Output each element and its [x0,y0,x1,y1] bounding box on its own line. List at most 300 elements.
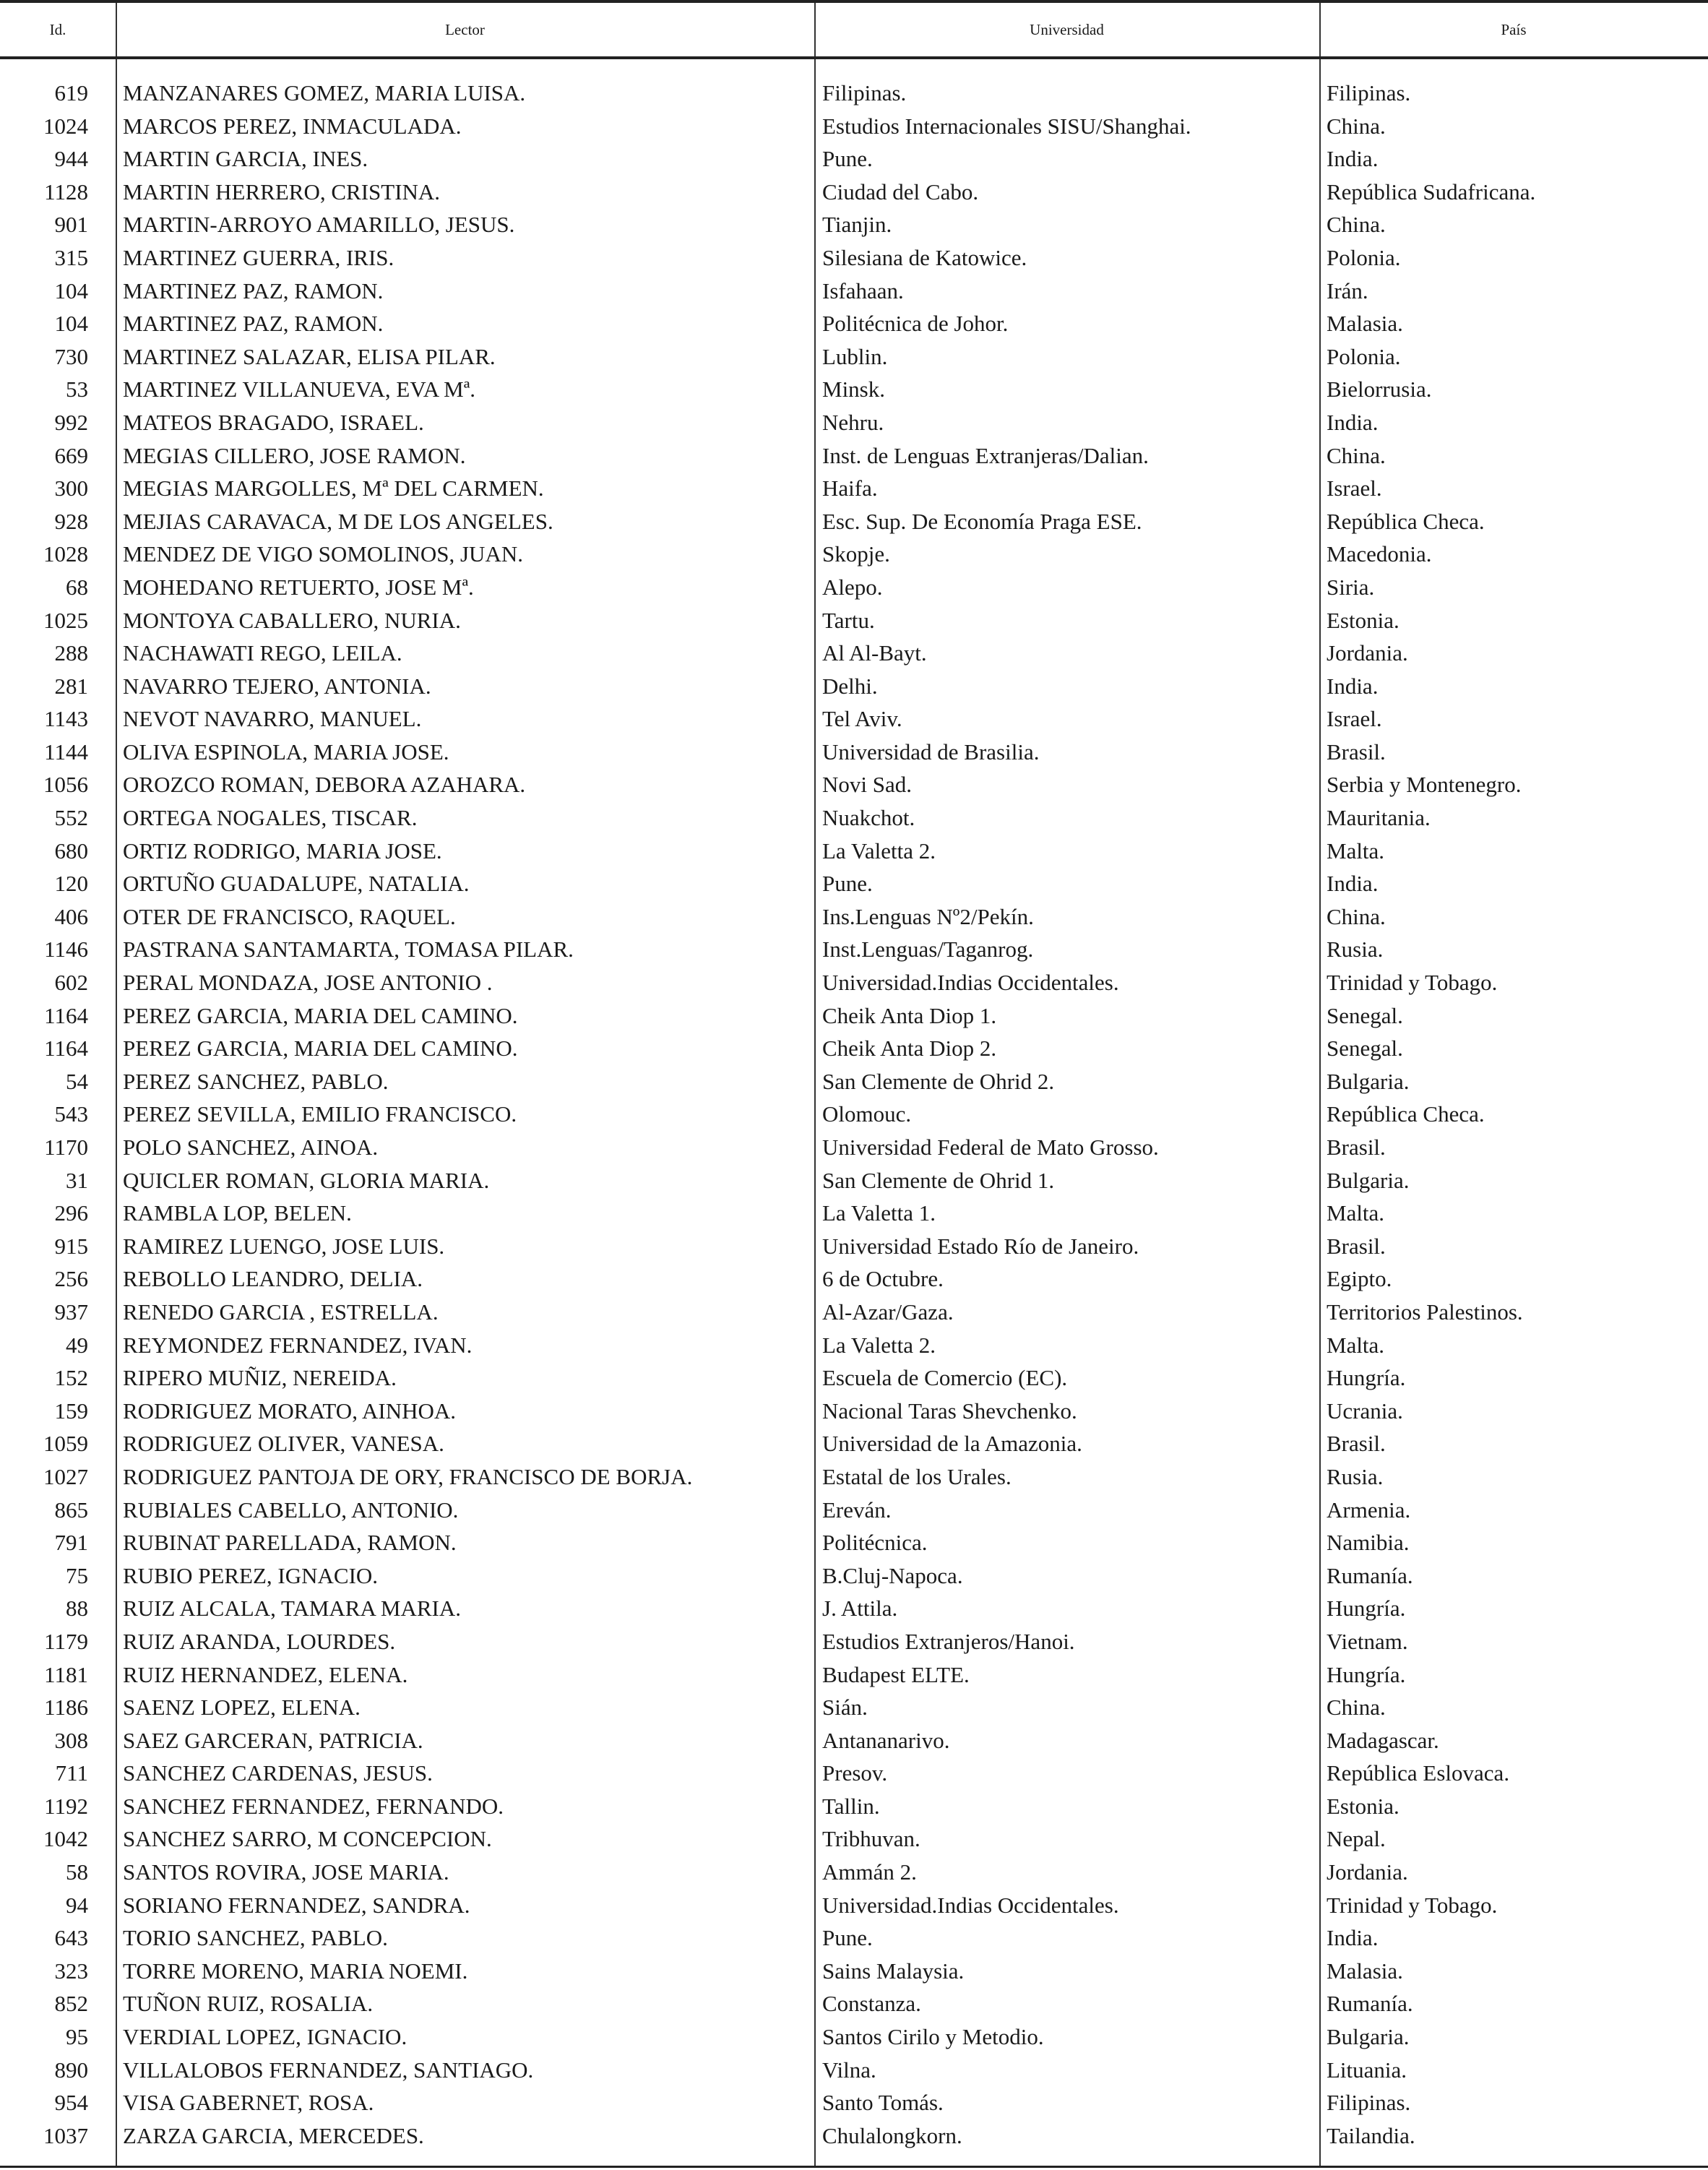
header-id: Id. [49,21,66,38]
table-row [0,1822,1708,1856]
cell-id: 730 [54,343,88,369]
cell-lector: SORIANO FERNANDEZ, SANDRA. [123,1892,470,1918]
table-row [0,142,1708,176]
table-row [0,176,1708,209]
cell-pais: India. [1327,146,1379,172]
cell-lector: MANZANARES GOMEZ, MARIA LUISA. [123,80,526,106]
table-row [0,966,1708,999]
cell-pais: China. [1327,442,1386,468]
cell-id: 152 [54,1365,88,1391]
cell-pais: República Checa. [1327,508,1485,534]
cell-id: 94 [66,1892,88,1918]
cell-lector: MARTIN-ARROYO AMARILLO, JESUS. [123,212,515,238]
cell-pais: Vietnam. [1327,1628,1408,1654]
cell-id: 552 [54,805,88,831]
cell-id: 58 [66,1859,88,1885]
cell-lector: TORRE MORENO, MARIA NOEMI. [123,1958,468,1984]
table-row [0,472,1708,505]
cell-universidad: Olomouc. [822,1101,912,1127]
cell-pais: Brasil. [1327,1431,1386,1457]
cell-lector: SAENZ LOPEZ, ELENA. [123,1695,361,1721]
table-row [0,571,1708,604]
cell-universidad: Silesiana de Katowice. [822,244,1027,270]
cell-universidad: Tianjin. [822,212,892,238]
cell-lector: PEREZ SEVILLA, EMILIO FRANCISCO. [123,1101,517,1127]
table-row [0,1262,1708,1296]
cell-universidad: Universidad Estado Río de Janeiro. [822,1233,1139,1259]
table-row [0,1197,1708,1230]
table-row [0,406,1708,439]
cell-lector: RENEDO GARCIA , ESTRELLA. [123,1299,439,1325]
cell-lector: PEREZ GARCIA, MARIA DEL CAMINO. [123,1036,518,1062]
cell-lector: SANCHEZ SARRO, M CONCEPCION. [123,1826,492,1852]
table-row [0,1559,1708,1593]
cell-universidad: La Valetta 2. [822,838,936,864]
table-row [0,801,1708,835]
cell-id: 95 [66,2024,88,2050]
cell-id: 890 [54,2057,88,2083]
cell-pais: Brasil. [1327,1233,1386,1259]
table-row [0,208,1708,241]
table-row [0,1987,1708,2020]
cell-id: 31 [66,1167,88,1193]
cell-universidad: Delhi. [822,673,878,699]
header-pais: País [1501,21,1527,38]
cell-id: 602 [54,970,88,996]
table-body [0,77,1708,2152]
cell-lector: MONTOYA CABALLERO, NURIA. [123,607,461,633]
table-row [0,275,1708,308]
cell-universidad: Pune. [822,871,873,897]
cell-id: 944 [54,146,88,172]
table-row [0,835,1708,868]
table-header [0,3,1708,59]
table-row [0,110,1708,143]
cell-universidad: Pune. [822,1925,873,1951]
cell-universidad: Skopje. [822,541,890,567]
cell-pais: India. [1327,871,1379,897]
cell-id: 619 [54,80,88,106]
table-row [0,1296,1708,1329]
cell-id: 901 [54,212,88,238]
cell-id: 1164 [44,1036,88,1062]
cell-pais: Jordania. [1327,1859,1408,1885]
table-row [0,1460,1708,1494]
cell-lector: TORIO SANCHEZ, PABLO. [123,1925,388,1951]
table-row [0,604,1708,637]
cell-universidad: Escuela de Comercio (EC). [822,1365,1068,1391]
table-row [0,1526,1708,1559]
cell-universidad: Alepo. [822,574,883,600]
cell-pais: Rumanía. [1327,1991,1413,2017]
cell-universidad: La Valetta 2. [822,1332,936,1358]
cell-universidad: Sián. [822,1695,868,1721]
cell-id: 1144 [44,739,88,765]
cell-pais: Armenia. [1327,1497,1411,1523]
cell-id: 543 [54,1101,88,1127]
cell-pais: Malasia. [1327,311,1403,337]
cell-id: 1037 [43,2122,88,2148]
cell-pais: Malta. [1327,1332,1385,1358]
table-row [0,538,1708,571]
cell-lector: OROZCO ROMAN, DEBORA AZAHARA. [123,772,526,798]
table-row [0,736,1708,769]
cell-universidad: Filipinas. [822,80,907,106]
table-row [0,307,1708,340]
cell-universidad: Tribhuvan. [822,1826,920,1852]
cell-lector: MATEOS BRAGADO, ISRAEL. [123,409,424,435]
cell-universidad: Cheik Anta Diop 2. [822,1036,997,1062]
cell-lector: OLIVA ESPINOLA, MARIA JOSE. [123,739,449,765]
cell-lector: MARTIN GARCIA, INES. [123,146,368,172]
cell-lector: QUICLER ROMAN, GLORIA MARIA. [123,1167,490,1193]
cell-id: 1128 [44,178,88,204]
cell-universidad: Universidad.Indias Occidentales. [822,970,1119,996]
cell-id: 791 [54,1530,88,1556]
cell-lector: ZARZA GARCIA, MERCEDES. [123,2122,424,2148]
table-row [0,702,1708,736]
cell-id: 1186 [44,1695,88,1721]
cell-id: 104 [54,311,88,337]
cell-universidad: Presov. [822,1760,888,1786]
cell-lector: MOHEDANO RETUERTO, JOSE Mª. [123,574,474,600]
cell-id: 643 [54,1925,88,1951]
cell-id: 406 [54,903,88,929]
cell-id: 1181 [44,1661,88,1687]
cell-universidad: Haifa. [822,475,878,501]
table-row [0,1032,1708,1065]
table-row [0,1164,1708,1197]
cell-pais: Mauritania. [1327,805,1431,831]
cell-lector: MARTINEZ VILLANUEVA, EVA Mª. [123,376,476,402]
table-row [0,768,1708,801]
cell-pais: Brasil. [1327,1134,1386,1160]
cell-id: 281 [54,673,88,699]
cell-lector: MARTINEZ SALAZAR, ELISA PILAR. [123,343,496,369]
cell-lector: VERDIAL LOPEZ, IGNACIO. [123,2024,407,2050]
cell-lector: RUIZ ARANDA, LOURDES. [123,1628,396,1654]
cell-lector: ORTEGA NOGALES, TISCAR. [123,805,418,831]
cell-pais: Serbia y Montenegro. [1327,772,1522,798]
cell-id: 288 [54,640,88,666]
cell-pais: Madagascar. [1327,1727,1439,1753]
header-universidad: Universidad [1030,21,1104,38]
table-row [0,1921,1708,1955]
cell-pais: Malasia. [1327,1958,1403,1984]
cell-lector: MEJIAS CARAVACA, M DE LOS ANGELES. [123,508,553,534]
table-row [0,1724,1708,1757]
cell-pais: Rumanía. [1327,1562,1413,1588]
cell-lector: RODRIGUEZ MORATO, AINHOA. [123,1398,456,1424]
table-row [0,1427,1708,1460]
table-row [0,1889,1708,1922]
cell-id: 937 [54,1299,88,1325]
table-row [0,1494,1708,1527]
table-row [0,439,1708,473]
table-row [0,1658,1708,1692]
cell-universidad: Politécnica. [822,1530,928,1556]
table-row [0,1329,1708,1362]
cell-pais: Bulgaria. [1327,1068,1410,1094]
cell-pais: Polonia. [1327,244,1401,270]
cell-id: 928 [54,508,88,534]
cell-universidad: Constanza. [822,1991,921,2017]
cell-id: 1179 [44,1628,88,1654]
cell-universidad: Pune. [822,146,873,172]
cell-id: 315 [54,244,88,270]
cell-pais: India. [1327,673,1379,699]
table-row [0,1691,1708,1724]
cell-lector: PEREZ SANCHEZ, PABLO. [123,1068,389,1094]
cell-lector: PEREZ GARCIA, MARIA DEL CAMINO. [123,1002,518,1028]
cell-pais: Estonia. [1327,1793,1399,1819]
cell-pais: Irán. [1327,277,1368,303]
cell-universidad: Nuakchot. [822,805,915,831]
cell-universidad: Vilna. [822,2057,876,2083]
cell-pais: Filipinas. [1327,80,1411,106]
table-row [0,1856,1708,1889]
cell-id: 49 [66,1332,88,1358]
table-row [0,505,1708,538]
cell-lector: MARTINEZ PAZ, RAMON. [123,277,384,303]
cell-universidad: Nehru. [822,409,884,435]
cell-pais: República Checa. [1327,1101,1485,1127]
cell-lector: RAMBLA LOP, BELEN. [123,1200,352,1226]
cell-lector: SANTOS ROVIRA, JOSE MARIA. [123,1859,449,1885]
table-row [0,1955,1708,1988]
cell-lector: MEGIAS CILLERO, JOSE RAMON. [123,442,466,468]
cell-id: 852 [54,1991,88,2017]
cell-lector: VILLALOBOS FERNANDEZ, SANTIAGO. [123,2057,534,2083]
cell-id: 1042 [43,1826,88,1852]
cell-lector: MENDEZ DE VIGO SOMOLINOS, JUAN. [123,541,523,567]
cell-lector: MARTIN HERRERO, CRISTINA. [123,178,441,204]
cell-pais: Israel. [1327,475,1382,501]
cell-lector: REBOLLO LEANDRO, DELIA. [123,1266,423,1292]
cell-lector: RUIZ HERNANDEZ, ELENA. [123,1661,408,1687]
cell-lector: POLO SANCHEZ, AINOA. [123,1134,379,1160]
cell-universidad: Universidad Federal de Mato Grosso. [822,1134,1159,1160]
cell-lector: ORTIZ RODRIGO, MARIA JOSE. [123,838,442,864]
cell-pais: Bulgaria. [1327,2024,1410,2050]
cell-pais: Siria. [1327,574,1375,600]
cell-lector: NACHAWATI REGO, LEILA. [123,640,402,666]
cell-lector: SAEZ GARCERAN, PATRICIA. [123,1727,423,1753]
cell-pais: Namibia. [1327,1530,1410,1556]
cell-id: 1059 [43,1431,88,1457]
table-row [0,2054,1708,2087]
cell-universidad: Chulalongkorn. [822,2122,962,2148]
table-row [0,637,1708,670]
cell-pais: Tailandia. [1327,2122,1415,2148]
cell-pais: China. [1327,113,1386,139]
table-row [0,340,1708,374]
table-row [0,1395,1708,1428]
cell-id: 1146 [44,937,88,963]
cell-universidad: Ciudad del Cabo. [822,178,979,204]
cell-pais: China. [1327,212,1386,238]
cell-id: 865 [54,1497,88,1523]
cell-lector: OTER DE FRANCISCO, RAQUEL. [123,903,456,929]
cell-id: 104 [54,277,88,303]
table-row [0,1065,1708,1098]
cell-pais: República Sudafricana. [1327,178,1536,204]
cell-id: 256 [54,1266,88,1292]
cell-lector: MARTINEZ GUERRA, IRIS. [123,244,394,270]
cell-lector: REYMONDEZ FERNANDEZ, IVAN. [123,1332,473,1358]
cell-lector: MARTINEZ PAZ, RAMON. [123,311,384,337]
cell-pais: Senegal. [1327,1002,1403,1028]
cell-universidad: San Clemente de Ohrid 1. [822,1167,1055,1193]
cell-id: 954 [54,2090,88,2116]
cell-universidad: Budapest ELTE. [822,1661,970,1687]
cell-id: 75 [66,1562,88,1588]
cell-id: 120 [54,871,88,897]
cell-universidad: Universidad de Brasilia. [822,739,1040,765]
cell-universidad: Estudios Extranjeros/Hanoi. [822,1628,1075,1654]
table-row [0,77,1708,110]
cell-id: 1024 [43,113,88,139]
cell-id: 54 [66,1068,88,1094]
cell-universidad: Santos Cirilo y Metodio. [822,2024,1044,2050]
cell-lector: VISA GABERNET, ROSA. [123,2090,374,2116]
cell-id: 53 [66,376,88,402]
cell-id: 308 [54,1727,88,1753]
cell-lector: PERAL MONDAZA, JOSE ANTONIO . [123,970,493,996]
cell-universidad: Al-Azar/Gaza. [822,1299,954,1325]
cell-universidad: Estatal de los Urales. [822,1463,1012,1489]
cell-pais: Estonia. [1327,607,1399,633]
cell-pais: Israel. [1327,706,1382,732]
cell-pais: Hungría. [1327,1661,1406,1687]
table-row [0,1230,1708,1263]
cell-pais: Malta. [1327,838,1385,864]
cell-id: 1027 [43,1463,88,1489]
table-row [0,933,1708,966]
cell-universidad: Tel Aviv. [822,706,902,732]
cell-lector: NAVARRO TEJERO, ANTONIA. [123,673,431,699]
cell-pais: China. [1327,1695,1386,1721]
cell-pais: Lituania. [1327,2057,1407,2083]
table-row [0,1757,1708,1790]
cell-pais: Egipto. [1327,1266,1392,1292]
cell-pais: Trinidad y Tobago. [1327,970,1498,996]
cell-pais: Territorios Palestinos. [1327,1299,1523,1325]
cell-pais: India. [1327,409,1379,435]
cell-universidad: Antananarivo. [822,1727,950,1753]
cell-lector: RUIZ ALCALA, TAMARA MARIA. [123,1596,461,1622]
table-row [0,1592,1708,1625]
table-row [0,1361,1708,1395]
cell-lector: ORTUÑO GUADALUPE, NATALIA. [123,871,470,897]
cell-id: 1170 [44,1134,88,1160]
cell-pais: Hungría. [1327,1596,1406,1622]
cell-universidad: Santo Tomás. [822,2090,944,2116]
cell-lector: RUBINAT PARELLADA, RAMON. [123,1530,457,1556]
cell-pais: Nepal. [1327,1826,1386,1852]
cell-id: 1192 [44,1793,88,1819]
cell-pais: India. [1327,1925,1379,1951]
cell-universidad: J. Attila. [822,1596,898,1622]
cell-universidad: Tartu. [822,607,875,633]
cell-id: 68 [66,574,88,600]
cell-pais: Bulgaria. [1327,1167,1410,1193]
cell-id: 711 [55,1760,88,1786]
cell-id: 88 [66,1596,88,1622]
table-row [0,670,1708,703]
cell-lector: MEGIAS MARGOLLES, Mª DEL CARMEN. [123,475,544,501]
cell-lector: PASTRANA SANTAMARTA, TOMASA PILAR. [123,937,574,963]
table-row [0,900,1708,934]
cell-universidad: San Clemente de Ohrid 2. [822,1068,1055,1094]
cell-lector: RODRIGUEZ OLIVER, VANESA. [123,1431,444,1457]
cell-pais: China. [1327,903,1386,929]
cell-pais: Filipinas. [1327,2090,1411,2116]
cell-lector: RUBIO PEREZ, IGNACIO. [123,1562,379,1588]
cell-universidad: Inst. de Lenguas Extranjeras/Dalian. [822,442,1149,468]
cell-universidad: Estudios Internacionales SISU/Shanghai. [822,113,1191,139]
cell-pais: Trinidad y Tobago. [1327,1892,1498,1918]
cell-universidad: Isfahaan. [822,277,904,303]
cell-pais: Jordania. [1327,640,1408,666]
cell-lector: SANCHEZ CARDENAS, JESUS. [123,1760,433,1786]
cell-id: 1164 [44,1002,88,1028]
cell-universidad: Esc. Sup. De Economía Praga ESE. [822,508,1142,534]
cell-lector: RODRIGUEZ PANTOJA DE ORY, FRANCISCO DE BORJA. [123,1463,693,1489]
cell-universidad: Cheik Anta Diop 1. [822,1002,997,1028]
cell-universidad: 6 de Octubre. [822,1266,944,1292]
cell-id: 680 [54,838,88,864]
table-row [0,867,1708,900]
cell-universidad: Ins.Lenguas Nº2/Pekín. [822,903,1034,929]
cell-universidad: Politécnica de Johor. [822,311,1009,337]
cell-universidad: Universidad de la Amazonia. [822,1431,1082,1457]
header-lector: Lector [445,21,485,38]
cell-pais: Rusia. [1327,1463,1384,1489]
cell-id: 159 [54,1398,88,1424]
cell-lector: RAMIREZ LUENGO, JOSE LUIS. [123,1233,445,1259]
table-row [0,1098,1708,1131]
cell-universidad: Minsk. [822,376,885,402]
cell-universidad: Inst.Lenguas/Taganrog. [822,937,1034,963]
cell-lector: MARCOS PEREZ, INMACULADA. [123,113,462,139]
cell-universidad: Al Al-Bayt. [822,640,927,666]
cell-pais: Ucrania. [1327,1398,1403,1424]
table-row [0,2119,1708,2153]
table-row [0,241,1708,275]
table-row [0,1625,1708,1658]
cell-pais: Macedonia. [1327,541,1432,567]
cell-pais: Hungría. [1327,1365,1406,1391]
cell-universidad: Ereván. [822,1497,892,1523]
cell-universidad: B.Cluj-Napoca. [822,1562,963,1588]
table-row [0,2020,1708,2054]
cell-id: 992 [54,409,88,435]
table-row [0,1131,1708,1164]
table-row [0,999,1708,1033]
cell-universidad: La Valetta 1. [822,1200,936,1226]
cell-pais: Polonia. [1327,343,1401,369]
table-row [0,373,1708,406]
cell-universidad: Universidad.Indias Occidentales. [822,1892,1119,1918]
cell-universidad: Lublin. [822,343,888,369]
cell-pais: Brasil. [1327,739,1386,765]
cell-lector: NEVOT NAVARRO, MANUEL. [123,706,422,732]
table-row [0,2086,1708,2119]
cell-universidad: Tallin. [822,1793,880,1819]
cell-id: 1028 [43,541,88,567]
cell-id: 300 [54,475,88,501]
